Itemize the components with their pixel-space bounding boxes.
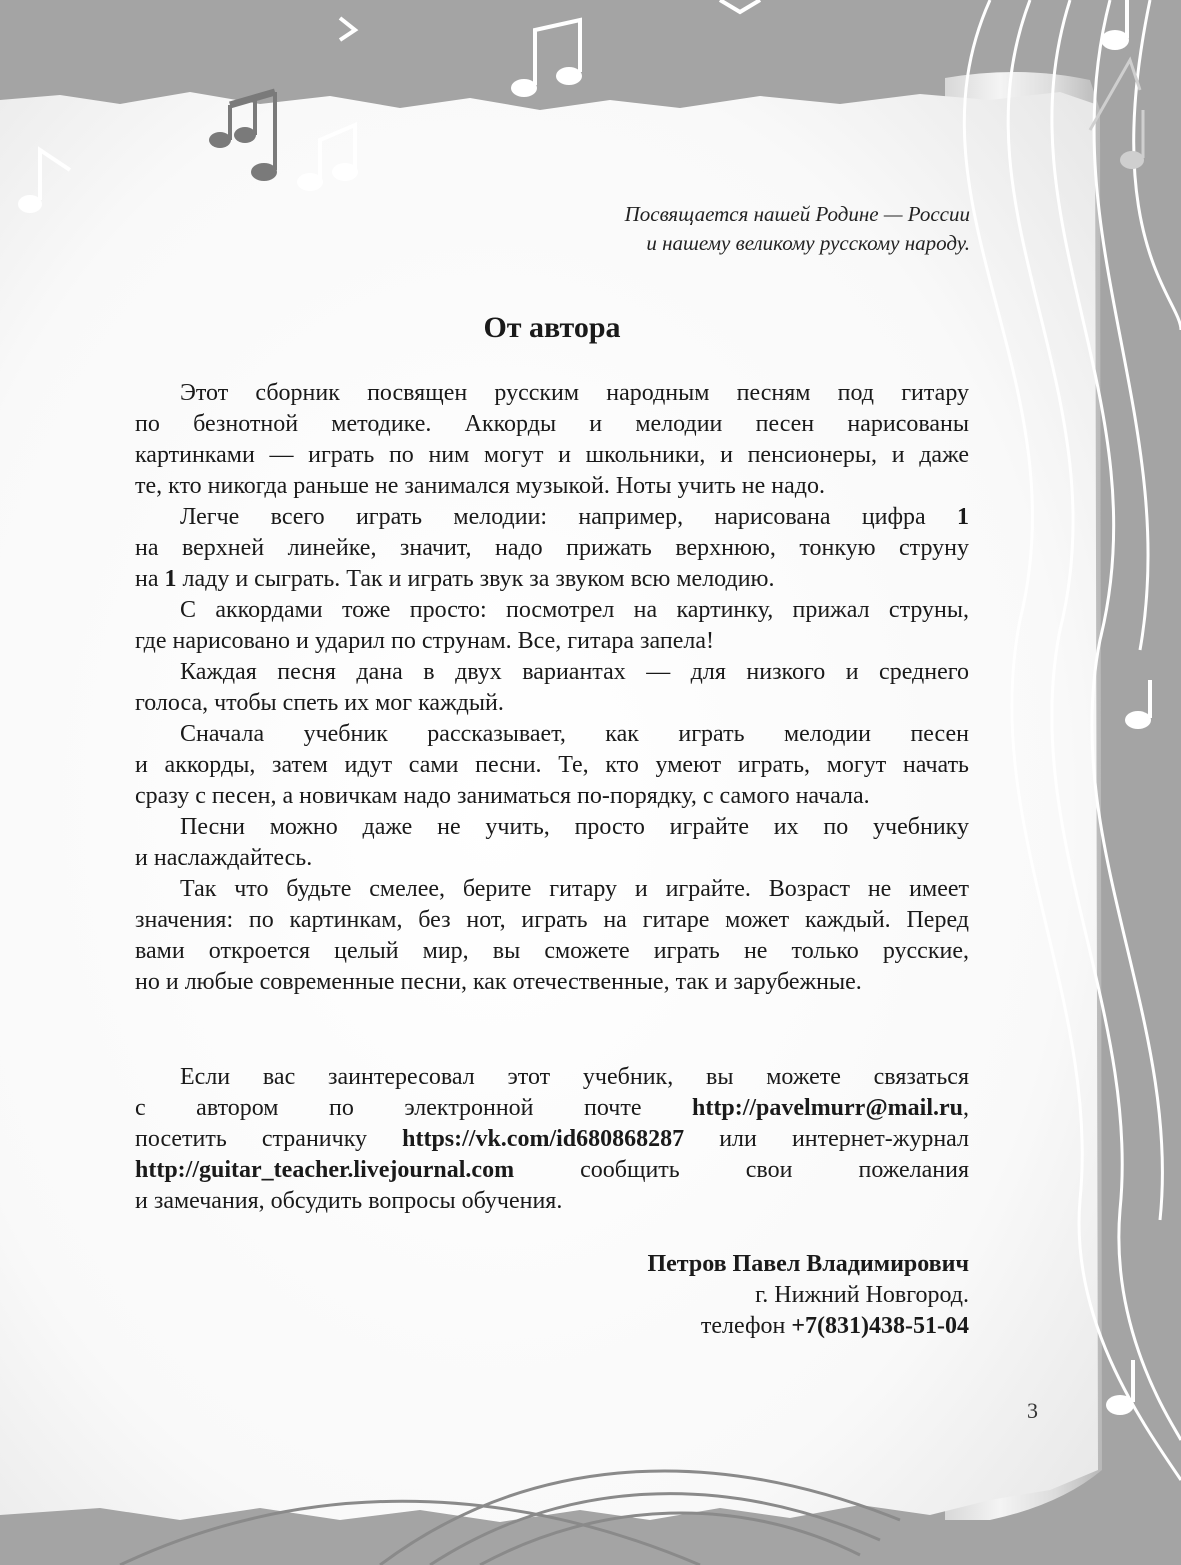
text-line: Этот сборник посвящен русским народным песням под гитару <box>180 380 969 406</box>
text-line: вами откроется целый мир, вы сможете играть не только русские, <box>135 938 969 964</box>
text-line: и замечания, обсудить вопросы обучения. <box>135 1188 563 1214</box>
bold-text: 1 <box>957 504 969 530</box>
page-number: 3 <box>1027 1398 1038 1423</box>
text-line: Если вас заинтересовал этот учебник, вы можете связаться <box>180 1064 969 1090</box>
text-line: те, кто никогда раньше не занимался музыкой. Ноты учить не надо. <box>135 473 825 499</box>
dedication-line: и нашему великому русскому народу. <box>646 231 970 255</box>
dedication <box>625 200 970 258</box>
bold-text: https://vk.com/id680868287 <box>402 1126 685 1152</box>
text-line: на верхней линейке, значит, надо прижать верхнюю, тонкую струну <box>135 535 969 561</box>
text-line: но и любые современные песни, как отечественные, так и зарубежные. <box>135 969 862 995</box>
main-text <box>135 378 969 998</box>
text-line: и наслаждайтесь. <box>135 845 313 871</box>
text-line: по безнотной методике. Аккорды и мелодии песен нарисованы <box>135 411 969 437</box>
text-line: С аккордами тоже просто: посмотрел на картинку, прижал струны, <box>180 597 969 623</box>
text-line: http://guitar_teacher.livejournal.com сообщить свои пожелания <box>135 1157 969 1183</box>
text-line: и аккорды, затем идут сами песни. Те, кто умеют играть, могут начать <box>135 752 969 778</box>
signature <box>647 1249 969 1342</box>
phone-label: телефон <box>700 1313 786 1339</box>
text-line: сразу с песен, а новичкам надо заниматься по-порядку, с самого начала. <box>135 783 870 809</box>
text-line: Сначала учебник рассказывает, как играть мелодии песен <box>180 721 969 747</box>
author-city: г. Нижний Новгород. <box>755 1282 969 1308</box>
bold-text: 1 <box>164 566 177 592</box>
phone-number: +7(831)438-51-04 <box>791 1313 969 1339</box>
dedication-line: Посвящается нашей Родине — России <box>624 202 970 226</box>
text-line: картинками — играть по ним могут и школьники, и пенсионеры, и даже <box>135 442 969 468</box>
text-line: посетить страничку https://vk.com/id680868287 или интернет-журнал <box>135 1126 970 1152</box>
bold-text: http://guitar_teacher.livejournal.com <box>135 1157 515 1183</box>
bold-text: http://pavelmurr@mail.ru <box>692 1095 963 1121</box>
author-phone-line <box>647 1311 969 1342</box>
text-line: Так что будьте смелее, берите гитару и играйте. Возраст не имеет <box>180 876 969 902</box>
text-line: значения: по картинкам, без нот, играть на гитаре может каждый. Перед <box>135 907 969 933</box>
contact-text <box>135 1062 969 1217</box>
text-line: на 1 ладу и сыграть. Так и играть звук за звуком всю мелодию. <box>135 566 775 592</box>
text-line: Песни можно даже не учить, просто играйте их по учебнику <box>180 814 969 840</box>
text-line: голоса, чтобы спеть их мог каждый. <box>135 690 504 716</box>
author-name: Петров Павел Владимирович <box>647 1251 969 1277</box>
page-title: От автора <box>483 311 621 344</box>
text-line: Легче всего играть мелодии: например, нарисована цифра 1 <box>180 504 969 530</box>
text-line: Каждая песня дана в двух вариантах — для низкого и среднего <box>180 659 969 685</box>
text-line: где нарисовано и ударил по струнам. Все, гитара запела! <box>135 628 714 654</box>
text-line: с автором по электронной почте http://pavelmurr@mail.ru, <box>135 1095 969 1121</box>
